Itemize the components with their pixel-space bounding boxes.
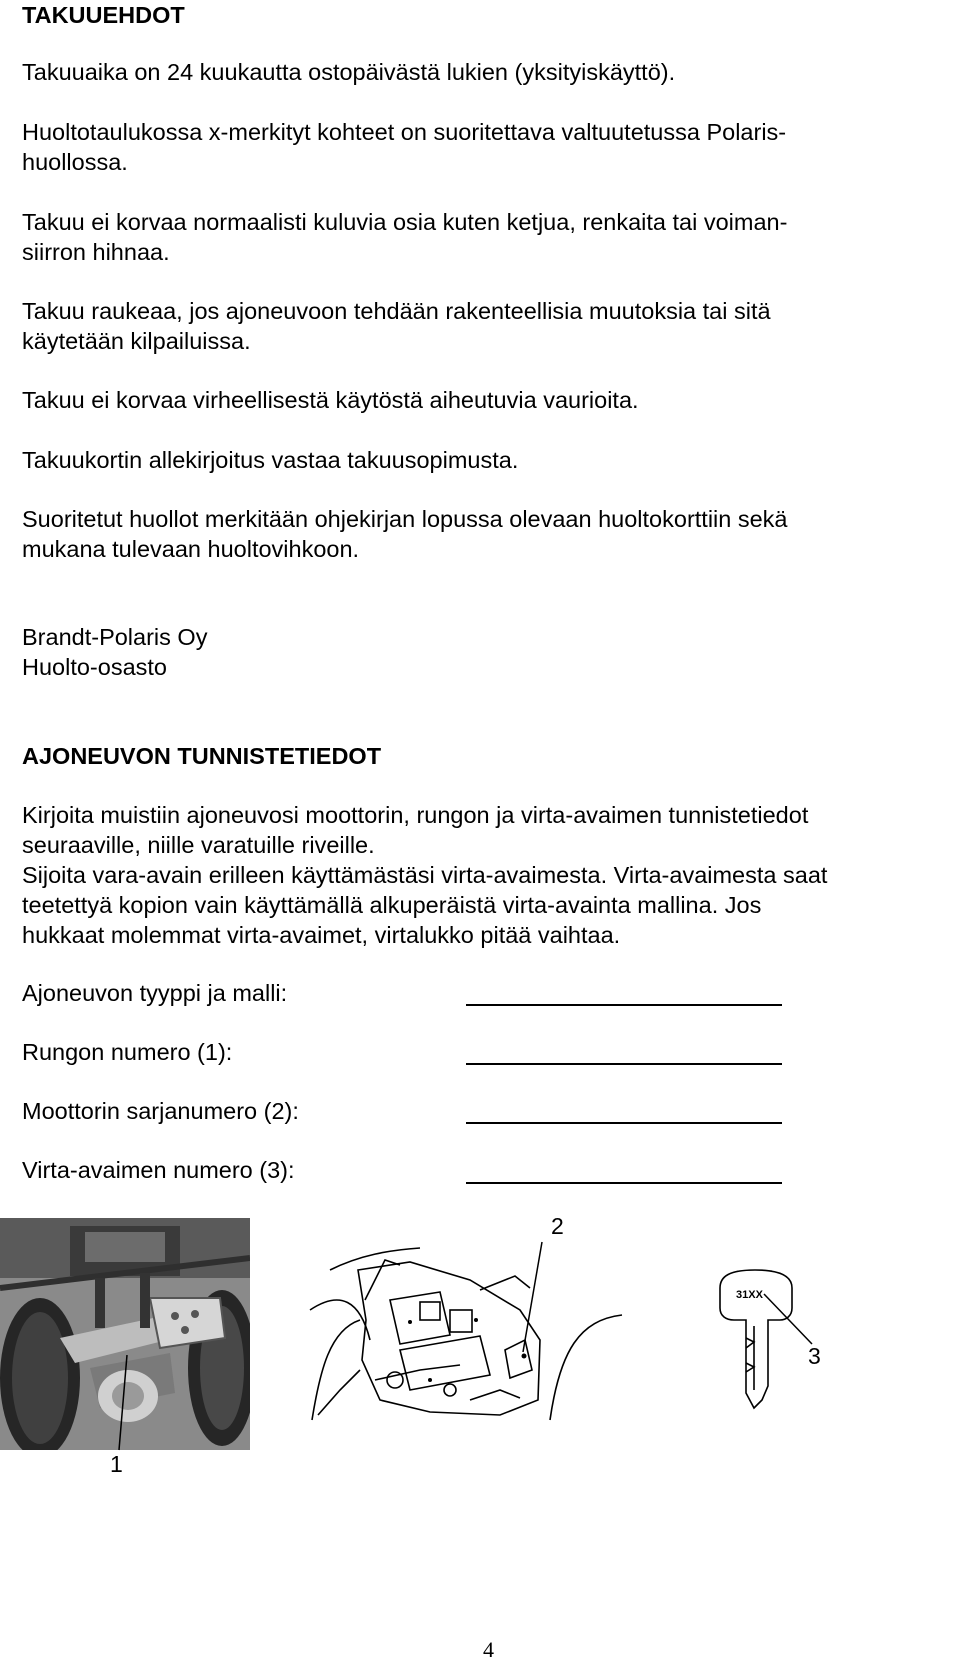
engine-serial-label: Moottorin sarjanumero (2):	[22, 1098, 299, 1124]
ignition-key-number-field[interactable]	[466, 1182, 782, 1184]
figure-label-2: 2	[551, 1213, 564, 1239]
company-name: Brandt-Polaris Oy	[22, 624, 208, 650]
engine-line-drawing	[300, 1240, 630, 1430]
leader-line-2	[515, 1240, 545, 1355]
signature-text: Takuukortin allekirjoitus vastaa takuusopimusta.	[22, 447, 519, 473]
figure-label-3: 3	[808, 1343, 821, 1369]
department-name: Huolto-osasto	[22, 654, 167, 680]
identification-text-line-1: Kirjoita muistiin ajoneuvosi moottorin, rungon ja virta-avaimen tunnistetiedot	[22, 802, 809, 828]
identification-text-line-5: hukkaat molemmat virta-avaimet, virtalukko pitää vaihtaa.	[22, 922, 621, 948]
ignition-key-number-label: Virta-avaimen numero (3):	[22, 1157, 295, 1183]
vehicle-type-label: Ajoneuvon tyyppi ja malli:	[22, 980, 288, 1006]
key-stamp-text: 31XX	[736, 1289, 763, 1301]
identification-text-line-3: Sijoita vara-avain erilleen käyttämästäsi virta-avaimesta. Virta-avaimesta saat	[22, 862, 828, 888]
leader-line-3	[760, 1290, 820, 1350]
engine-serial-field[interactable]	[466, 1122, 782, 1124]
service-requirement-line-2: huollossa.	[22, 149, 128, 175]
wear-parts-line-2: siirron hihnaa.	[22, 239, 170, 265]
warranty-period-text: Takuuaika on 24 kuukautta ostopäivästä lukien (yksityiskäyttö).	[22, 59, 676, 85]
modification-line-1: Takuu raukeaa, jos ajoneuvoon tehdään rakenteellisia muutoksia tai sitä	[22, 298, 771, 324]
identification-text-line-4: teetettyä kopion vain käyttämällä alkuperäistä virta-avainta mallina. Jos	[22, 892, 762, 918]
service-record-line-1: Suoritetut huollot merkitään ohjekirjan lopussa olevaan huoltokorttiin sekä	[22, 506, 788, 532]
misuse-text: Takuu ei korvaa virheellisestä käytöstä aiheutuvia vaurioita.	[22, 387, 639, 413]
identification-text-line-2: seuraaville, niille varatuille riveille.	[22, 832, 375, 858]
identification-heading: AJONEUVON TUNNISTETIEDOT	[22, 743, 382, 769]
page-number: 4	[483, 1637, 494, 1662]
frame-number-label: Rungon numero (1):	[22, 1039, 233, 1065]
service-requirement-line-1: Huoltotaulukossa x-merkityt kohteet on suoritettava valtuutetussa Polaris-	[22, 119, 787, 145]
vehicle-type-field[interactable]	[466, 1004, 782, 1006]
frame-number-field[interactable]	[466, 1063, 782, 1065]
leader-line-1	[105, 1355, 135, 1455]
service-record-line-2: mukana tulevaan huoltovihkoon.	[22, 536, 360, 562]
warranty-heading: TAKUUEHDOT	[22, 2, 185, 28]
modification-line-2: käytetään kilpailuissa.	[22, 328, 251, 354]
wear-parts-line-1: Takuu ei korvaa normaalisti kuluvia osia kuten ketjua, renkaita tai voiman-	[22, 209, 788, 235]
figure-label-1: 1	[110, 1451, 123, 1477]
